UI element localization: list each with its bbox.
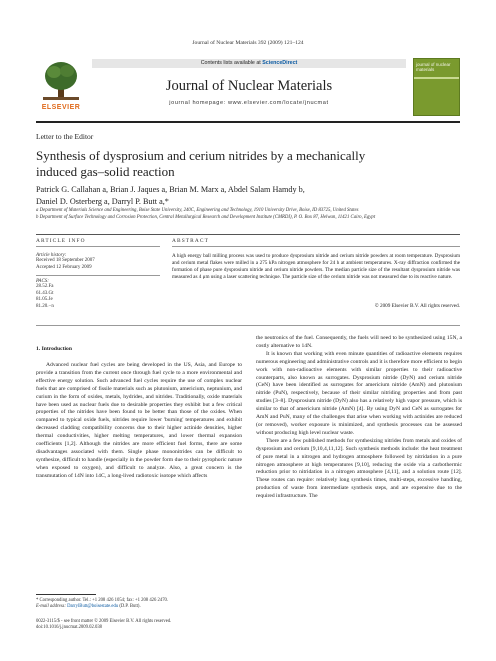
title-line-1: Synthesis of dysprosium and cerium nitrides by a mechanically	[36, 148, 366, 163]
accepted-date: Accepted 12 February 2009	[36, 264, 92, 270]
pacs-label: PACS:	[36, 279, 49, 284]
email-label: E-mail address:	[36, 604, 68, 610]
journal-homepage	[92, 100, 406, 106]
contents-bar	[92, 59, 406, 68]
pacs-code: 81.20.−n	[36, 303, 54, 309]
paragraph: Advanced nuclear fuel cycles are being developed in the US, Asia, and Europe to provide a transition from the current once through fuel cycle to a more environmental and effective energy solution. Such advanced fuel cycles require the use of complex nuclear fuels that are comprised of fissile materials such as plutonium, americium, neptunium, and curium in the form of oxides, metals, hydrides, and nitrides. Traditionally, oxide materials have been used as nuclear fuels due to desirable properties they exhibit but a few critical properties of the nitrides have been found to be better than those of the oxides. When compared to typical oxide fuels, nitrides require lower 'burning' temperatures and exhibit decreased cladding compatibility concerns due to their higher actinide densities, higher thermal conductivities, higher melting temperatures, and lower thermal expansion coefficients [1,2]. Although the nitrides are more efficient fuel forms, there are some disadvantages associated with them. Single phase mononitrides can be difficult to synthesize, difficult to handle (especially in the powder form due to their pyrophoric nature when exposed to oxygen), and difficult to analyze. Also, a great concern is the transmutation of 14N into 14C, a long-lived radiotoxic isotope which affects	[36, 362, 242, 479]
authors-line-2: Daniel D. Osterberg a, Darryl P. Butt a,*	[36, 196, 169, 206]
info-top-rule	[36, 234, 460, 235]
section-heading: 1. Introduction	[36, 346, 72, 352]
authors-line-1: Patrick G. Callahan a, Brian J. Jaques a, Brian M. Marx a, Abdel Salam Hamdy b,	[36, 185, 305, 194]
email-line	[36, 604, 246, 610]
footnotes	[36, 598, 246, 611]
contents-prefix: Contents lists available at	[200, 60, 263, 66]
elsevier-tree-icon	[43, 60, 79, 100]
affiliation-a: a Department of Materials Science and Engineering, Boise State University, 240C, Engineering and Technology, 1910 University Drive, Boise, ID 83725, United States	[36, 208, 359, 213]
pacs-code: 28.52.Fa	[36, 284, 54, 289]
homepage-prefix: journal homepage:	[169, 100, 228, 106]
pacs-rule	[36, 275, 160, 276]
abstract-rule	[172, 246, 460, 247]
pacs-code: 61.43.Gt	[36, 290, 54, 296]
sciencedirect-link[interactable]: ScienceDirect	[262, 60, 298, 66]
publisher-name: ELSEVIER	[41, 104, 81, 111]
corresponding-author: * Corresponding author. Tel.: +1 208 426 1054; fax: +1 208 426 2470.	[36, 598, 169, 603]
email-link[interactable]: DarrylButt@boisestate.edu	[67, 604, 119, 610]
pacs-block	[36, 279, 160, 310]
journal-cover-thumbnail	[413, 58, 460, 116]
footnote-rule	[36, 594, 96, 595]
article-title	[36, 148, 456, 180]
homepage-url[interactable]: www.elsevier.com/locate/jnucmat	[228, 100, 329, 106]
affiliations	[36, 208, 466, 221]
header-rule	[36, 121, 460, 123]
affiliation-b: b Department of Surface Technology and Corrosion Protection, Central Metallurgical Research and Development Institute (CMRDI), P. O. Box 87, Helwan, 11421 Cairo, Egypt	[36, 214, 376, 220]
email-suffix: (D.P. Butt).	[118, 604, 141, 610]
abstract-text: A high energy ball milling process was used to produce dysprosium nitride and cerium nitride powders at room temperature. Dysprosium and cerium metal flakes were milled in a 275 kPa nitrogen atmosphere for 24 h at ambient temperatures. X-ray diffraction confirmed the formation of phase pure dysprosium nitride and cerium nitride powders. The median particle size of the resultant dysprosium nitride was measured as 4 μm using a laser scattering technique. The particle size of the cerium nitride was not measured due to its reactive nature.	[172, 253, 460, 280]
doi-line: doi:10.1016/j.jnucmat.2009.02.038	[36, 625, 103, 631]
title-line-2: induced gas–solid reaction	[36, 164, 175, 179]
abstract-bottom-rule	[36, 325, 460, 326]
right-column	[256, 335, 462, 501]
pacs-code: 81.05.Je	[36, 297, 53, 303]
abstract-copyright: © 2009 Elsevier B.V. All rights reserved.	[374, 303, 460, 309]
elsevier-logo	[36, 58, 86, 116]
issn-line: 0022-3115/$ - see front matter © 2009 Elsevier B.V. All rights reserved.	[36, 619, 172, 624]
running-header: Journal of Nuclear Materials 392 (2009) 121–124	[192, 40, 304, 46]
received-date: Received 18 September 2007	[36, 258, 95, 263]
left-column	[36, 362, 242, 481]
abstract-heading: ABSTRACT	[172, 238, 209, 244]
article-info-heading: ARTICLE INFO	[36, 238, 86, 244]
cover-stripe	[414, 77, 459, 79]
article-info-rule	[36, 246, 160, 247]
history-label: Article history:	[36, 253, 67, 258]
cover-title: journal of nuclear materials	[416, 62, 451, 72]
journal-title: Journal of Nuclear Materials	[165, 78, 333, 94]
paragraph: It is known that working with even minute quantities of radioactive elements requires numerous engineering and administrative controls and it is therefore more efficient to begin work with non-radioactive elements with similar properties to their radioactive counterparts, also known as surrogates. Dysprosium nitride (DyN) and cerium nitride (CeN) have been identified as surrogates for americium nitride (AmN) and plutonium nitride (PuN), respectively, because of their similar nitriding properties and from past studies [3–8]. Dysprosium nitride (DyN) also has a relatively high vapor pressure, which is similar to that of americium nitride (AmN) [4]. By using DyN and CeN as surrogates for AmN and PuN, many of the challenges that arise when working with actinides are reduced (or removed), worker exposure is minimized, and synthesis processes can be assessed without producing high level nuclear waste.	[256, 350, 462, 436]
paragraph: There are a few published methods for synthesizing nitrides from metals and oxides of dysprosium and cerium [9,10,4,11,12]. Such synthesis methods include: the heat treatment of pure metal in a nitrogen and hydrogen atmosphere followed by nitridation in a pure nitrogen atmosphere at high temperatures [9,10], reducing the oxide via a carbothermic reduction prior to nitridation in a nitrogen atmosphere [4,11], and a solution route [12]. These routes can require: relatively long synthesis times, multi-steps, excessive handling, production of waste from intermediate synthesis steps, and are expensive due to the required infrastructure. The	[256, 437, 462, 500]
paragraph: the neutronics of the fuel. Consequently, the fuels will need to be synthesized using 15N, a costly alternative to 14N.	[256, 335, 462, 349]
author-list	[36, 184, 460, 207]
article-history	[36, 253, 160, 271]
publication-info	[36, 619, 336, 632]
article-type: Letter to the Editor	[36, 132, 94, 141]
